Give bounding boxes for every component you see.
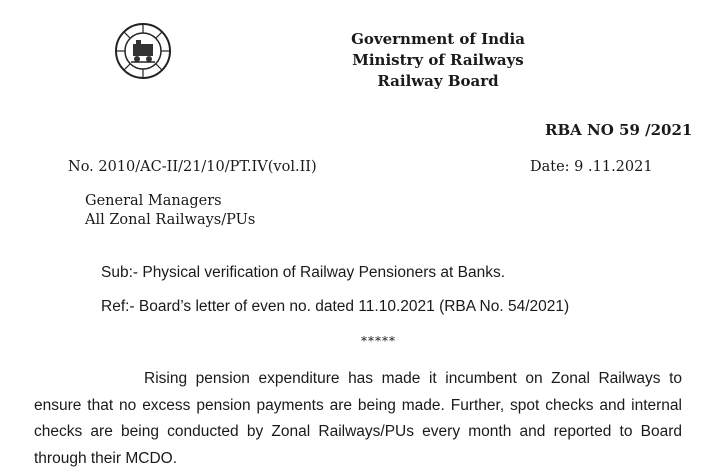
addressee-line-2: All Zonal Railways/PUs <box>85 212 256 228</box>
letter-date: Date: 9 .11.2021 <box>530 159 653 175</box>
header-line-ministry: Ministry of Railways <box>352 51 524 69</box>
separator-stars: ***** <box>361 334 396 348</box>
subject-line: Sub:- Physical verification of Railway Pensioners at Banks. <box>101 264 506 281</box>
header-line-board: Railway Board <box>377 72 499 90</box>
reference-line: Ref:- Board’s letter of even no. dated 11.10.2021 (RBA No. 54/2021) <box>101 298 570 315</box>
header-line-government: Government of India <box>351 30 525 48</box>
body-paragraph-text: Rising pension expenditure has made it incumbent on Zonal Railways to ensure that no excess pension payments are being made. Further, spot checks and internal checks are being conducted by Zonal Railways/PUs every month and reported to Board through their MCDO. <box>34 370 682 467</box>
indian-railways-emblem <box>114 22 172 80</box>
addressee-line-1: General Managers <box>85 193 222 209</box>
body-paragraph <box>34 366 682 472</box>
letter-number: No. 2010/AC-II/21/10/PT.IV(vol.II) <box>68 159 317 175</box>
rba-number: RBA NO 59 /2021 <box>545 121 693 139</box>
